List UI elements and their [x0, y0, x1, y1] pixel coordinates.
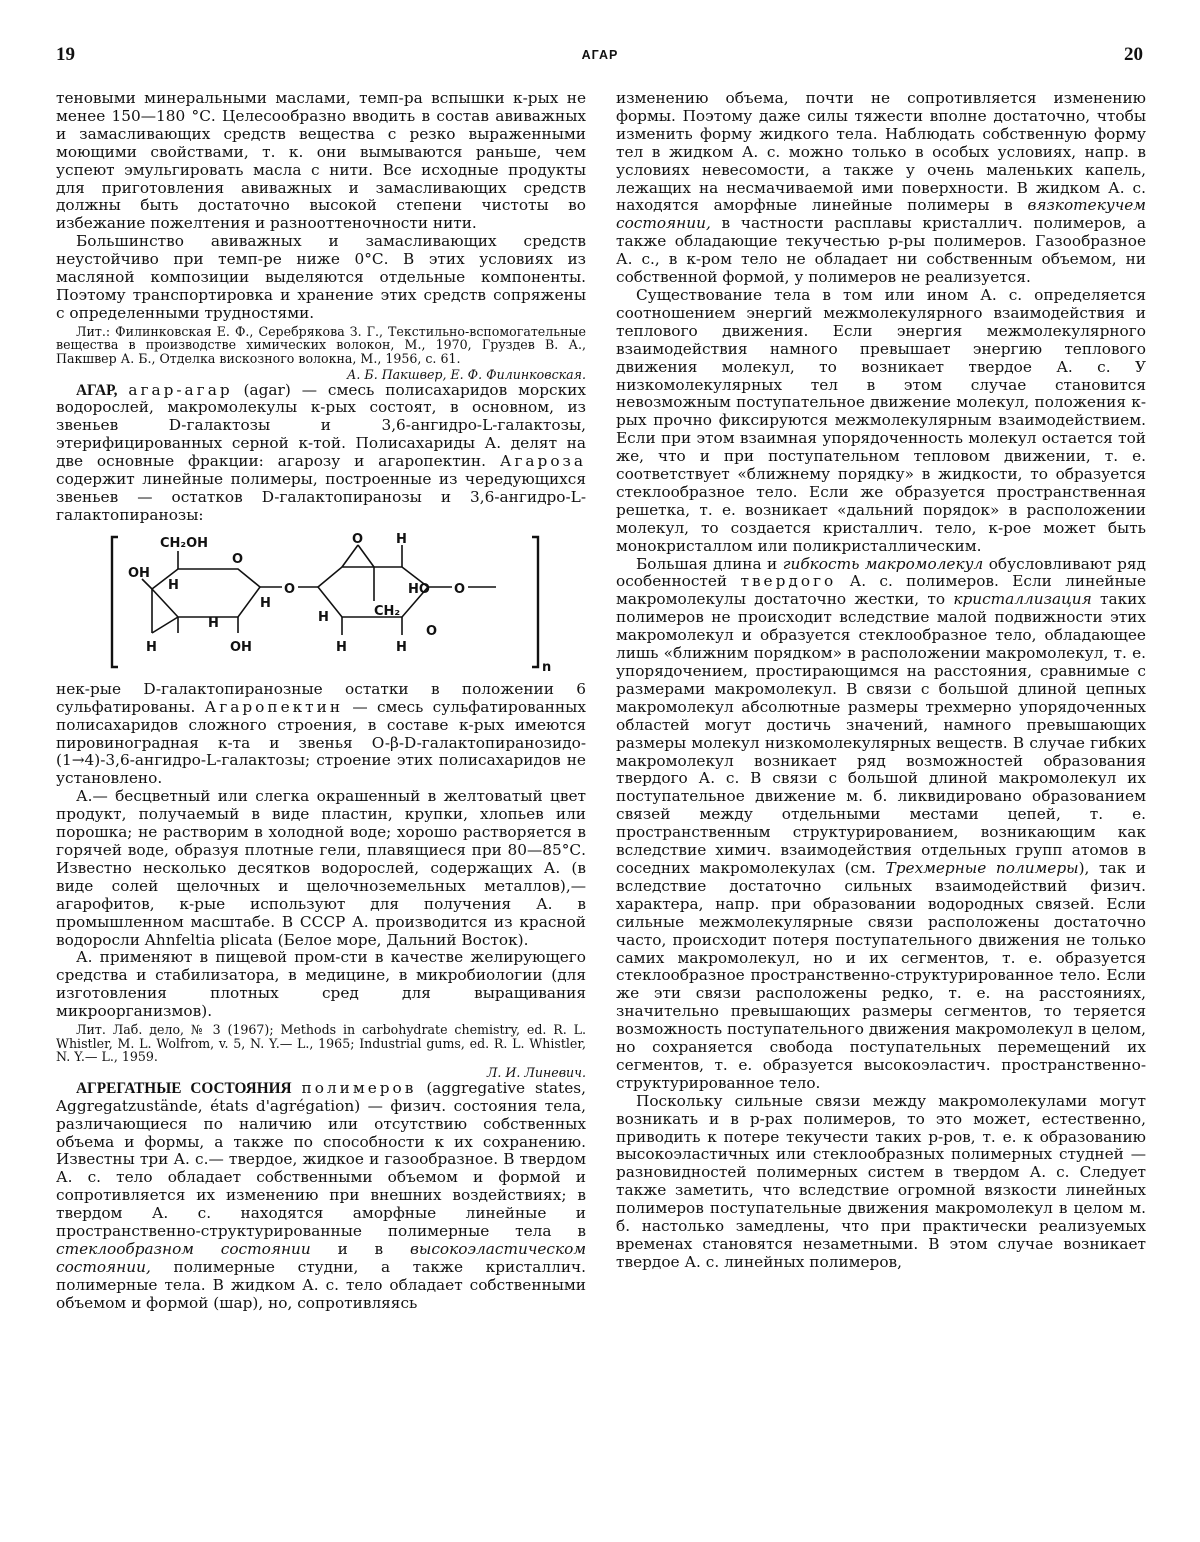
literature-reference: Лит.: Филинковская Е. Ф., Серебрякова З. Г., Текстильно-вспомогательные вещества в производстве химических волокон, М., 1970, Груздев В. А., Пакшвер А. Б., Отделка вискозного волокна, М., 1956, с. 61.	[56, 323, 586, 366]
formula-label: OH	[128, 565, 150, 581]
cross-reference-link[interactable]: стеклообразном состоянии	[56, 1239, 311, 1258]
paragraph	[616, 90, 1146, 287]
formula-label: H	[318, 609, 329, 625]
author-signature: Л. И. Линевич.	[486, 1064, 586, 1080]
entry-text: (agar) — смесь полисахаридов морских водорослей, макромолекулы к-рых состоят, в основном, из звеньев D-галактозы и 3,6-ангидро-L-галактозы, этерифицированных серной к-той. Полисахариды А. делят на две основные фракции: агарозу и агаропектин.	[56, 380, 586, 471]
paragraph: А.— бесцветный или слегка окрашенный в желтоватый цвет продукт, получаемый в виде пластин, крупки, хлопьев или порошка; не растворим в холодной воде; хорошо растворяется в горячей воде, образуя плотные гели, плавящиеся при 80—85°С. Известно несколько десятков водорослей, содержащих А. (в виде солей щелочных и щелочноземельных металлов),— агарофитов, к-рые используют для получения А. в промышленном масштабе. В СССР А. производится из красной водоросли Ahnfeltia plicata (Белое море, Дальний Восток).	[56, 787, 586, 949]
paragraph-text: обусловливают ряд особенностей	[616, 554, 1146, 591]
entry-heading: АГАР,	[76, 381, 118, 399]
entry-heading: АГРЕГАТНЫЕ СОСТОЯНИЯ	[76, 1079, 292, 1097]
paragraph-text: Большая длина и	[636, 554, 778, 573]
formula-label: H	[396, 639, 407, 655]
spaced-term: полимеров	[301, 1078, 417, 1097]
formula-label: H	[260, 595, 271, 611]
formula-label: O	[426, 623, 438, 639]
formula-label: HO	[408, 581, 430, 597]
paragraph: Большинство авиважных и замасливающих средств неустойчиво при темп-ре ниже 0°С. В этих условиях из масляной композиции выделяются отдельные компоненты. Поэтому транспортировка и хранение этих средств сопряжены с определенными трудностями.	[56, 232, 586, 322]
formula-label: H	[396, 531, 407, 547]
formula-label: H	[146, 639, 157, 655]
paragraph-text: таких полимеров не происходит вследствие малой подвижности этих макромолекул и образуется стеклообразное тело, обладающее лишь «ближним порядком» в расположении макромолекул, т. е. упорядочением, простирающимся на расстояния, сравнимые с размерами макромолекул. В связи с большой длиной цепных макромолекул абсолютные размеры трехмерно упорядоченных областей могут достичь значений, намного превышающих размеры молекул низкомолекулярных веществ. В случае гибких макромолекул возникает ряд возможностей образования твердого А. с. В связи с большой длиной макромолекул их поступательное движение м. б. ликвидировано образованием связей между отдельными местами цепей, т. е. пространственным структурированием, возникающим как вследствие химич. взаимодействия отдельных групп атомов в соседних макромолекулах (см.	[616, 590, 1146, 877]
formula-label: H	[168, 577, 179, 593]
paragraph	[616, 556, 1146, 1093]
formula-label: CH₂OH	[160, 535, 209, 551]
formula-label: H	[208, 615, 219, 631]
entry-text: и в	[337, 1239, 384, 1258]
cross-reference-link[interactable]: Трехмерные полимеры	[885, 858, 1079, 877]
formula-label: OH	[230, 639, 252, 655]
formula-drawing	[56, 531, 586, 673]
cross-reference-link[interactable]: кристаллизация	[953, 590, 1092, 609]
literature-reference: Лит. Лаб. дело, № 3 (1967); Methods in carbohydrate chemistry, ed. R. L. Whistler, M. L. Wolfrom, v. 5, N. Y.— L., 1965; Industrial gums, ed. R. L. Whistler, N. Y.— L., 1959.	[56, 1022, 586, 1065]
formula-label: O	[232, 551, 244, 567]
paragraph: Существование тела в том или ином А. с. определяется соотношением энергий межмолекулярного взаимодействия и теплового движения. Если энергия межмолекулярного взаимодействия намного превышает энергию теплового движения молекул, то возникает твердое А. с. У низкомолекулярных тел в этом случае становится невозможным поступательное движение молекул, положения к-рых прочно фиксируются межмолекулярным взаимодействием. Если при этом взаимная упорядоченность молекул остается той же, что и при поступательном тепловом движении, т. е. соответствует «ближнему порядку» в жидкости, то образуется стеклообразное тело. Если же образуется пространственная решетка, т. е. возникает «дальний порядок» в расположении молекул, то создается кристаллич. тело, к-рое может быть монокристаллом или поликристаллическим.	[616, 285, 1146, 555]
paragraph: А. применяют в пищевой пром-сти в качестве желирующего средства и стабилизатора, в медицине, в микробиологии (для изготовления плотных сред для выращивания микроорганизмов).	[56, 948, 586, 1021]
cross-reference-link[interactable]: гибкость макромолекул	[782, 554, 984, 573]
formula-label: O	[454, 581, 466, 597]
page-header	[0, 44, 1200, 84]
right-column	[616, 90, 1146, 1272]
spaced-term: Агароза	[499, 452, 586, 471]
formula-label: n	[542, 659, 552, 673]
spaced-term: агар-агар	[128, 380, 233, 399]
author-signature: А. Б. Пакшвер, Е. Ф. Филинковская.	[346, 366, 586, 382]
paragraph-text: — смесь сульфатированных полисахаридов сложного строения, в составе к-рых имеются пировиноградная к-та и звенья O-β-D-галактопиранозидо-(1→4)-3,6-ангидро-L-галактозы; строение этих полисахаридов не установлено.	[56, 697, 586, 788]
page-number-left: 19	[56, 44, 75, 65]
entry-text: (aggregative states, Aggregatzustände, états d'agrégation) — физич. состояния тела, различающиеся по наличию или отсутствию собственных объема и формы, а также по способности к их сохранению. Известны три А. с.— твердое, жидкое и газообразное. В твердом А. с. тело обладает собственными объемом и формой и сопротивляется их изменению при внешних воздействиях; в твердом А. с. находятся аморфные линейные и пространственно-структурированные полимерные тела в	[56, 1078, 587, 1241]
paragraph	[56, 681, 586, 788]
article-agar	[56, 382, 586, 525]
spaced-term: Агаропектин	[204, 697, 344, 716]
paragraph-text: ), так и вследствие достаточно сильных взаимодействий физич. характера, напр. при образовании водородных связей. Если сильные межмолекулярные связи расположены достаточно часто, происходит потеря поступательного движения не только самих макромолекул, но и их сегментов, т. е. образуется стеклообразное пространственно-структурированное тело. Если же эти связи расположены редко, т. е. на расстояниях, значительно превышающих размеры сегментов, то теряется возможность поступательного движения макромолекул в целом, но сохраняется свобода поступательных перемещений их сегментов, т. е. образуется высокоэластич. пространственно-структурированное тело.	[616, 858, 1146, 1092]
formula-label: H	[336, 639, 347, 655]
formula-label: CH₂	[374, 603, 401, 619]
article-aggregate-states	[56, 1080, 586, 1313]
paragraph: Поскольку сильные связи между макромолекулами могут возникать и в р-рах полимеров, то это может, естественно, приводить к потере текучести таких р-ров, т. е. к образованию высокоэластичных или стеклообразных полимерных студней — разновидностей полимерных систем в твердом А. с. Следует также заметить, что вследствие огромной вязкости линейных полимеров поступательные движения макромолекул в целом м. б. настолько замедлены, что при практически реализуемых временах становятся незаметными. В этом случае возникает твердое А. с. линейных полимеров,	[616, 1091, 1146, 1271]
paragraph-text: А. с. полимеров. Если линейные макромолекулы достаточно жестки, то	[616, 572, 1146, 609]
paragraph: теновыми минеральными маслами, темп-ра вспышки к-рых не менее 150—180 °С. Целесообразно вводить в состав авиважных и замасливающих средств вещества с резко выраженными моющими свойствами, т. к. они вымываются раньше, чем успеют эмульгировать масла с нити. Все исходные продукты для приготовления авиважных и замасливающих средств должны быть достаточно высокой степени чистоты во избежание пожелтения и разнооттеночности нити.	[56, 89, 586, 233]
page-number-right: 20	[1124, 44, 1143, 65]
left-column	[56, 90, 586, 1313]
agarose-structural-formula	[56, 531, 586, 673]
running-title: АГАР	[581, 48, 619, 62]
entry-text: содержит линейные полимеры, построенные из чередующихся звеньев — остатков D-галактопиранозы и 3,6-ангидро-L-галактопиранозы:	[56, 470, 586, 524]
paragraph-text: изменению объема, почти не сопротивляется изменению формы. Поэтому даже силы тяжести вполне достаточно, чтобы изменить форму жидкого тела. Наблюдать собственную форму тел в жидком А. с. можно только в особых условиях, напр. в условиях невесомости, а также у очень маленьких капель, лежащих на несмачиваемой ими поверхности. В жидком А. с. находятся аморфные линейные полимеры в	[616, 89, 1146, 215]
spaced-term: твердого	[740, 572, 837, 591]
cross-reference-link[interactable]: высокоэластическом состоянии,	[56, 1239, 586, 1276]
paragraph-text: нек-рые D-галактопиранозные остатки в положении 6 сульфатированы.	[56, 679, 586, 716]
cross-reference-link[interactable]: вязкотекучем состоянии,	[616, 196, 1146, 233]
formula-label: O	[284, 581, 296, 597]
entry-text: полимерные студни, а также кристаллич. полимерные тела. В жидком А. с. тело обладает собственными объемом и формой (шар), но, сопротивляясь	[56, 1257, 586, 1312]
formula-label: O	[352, 531, 364, 547]
paragraph-text: в частности расплавы кристаллич. полимеров, а также обладающие текучестью р-ры полимеров. Газообразное А. с., в к-ром тело не обладает ни собственным объемом, ни собственной формой, у полимеров не реализуется.	[616, 214, 1146, 287]
